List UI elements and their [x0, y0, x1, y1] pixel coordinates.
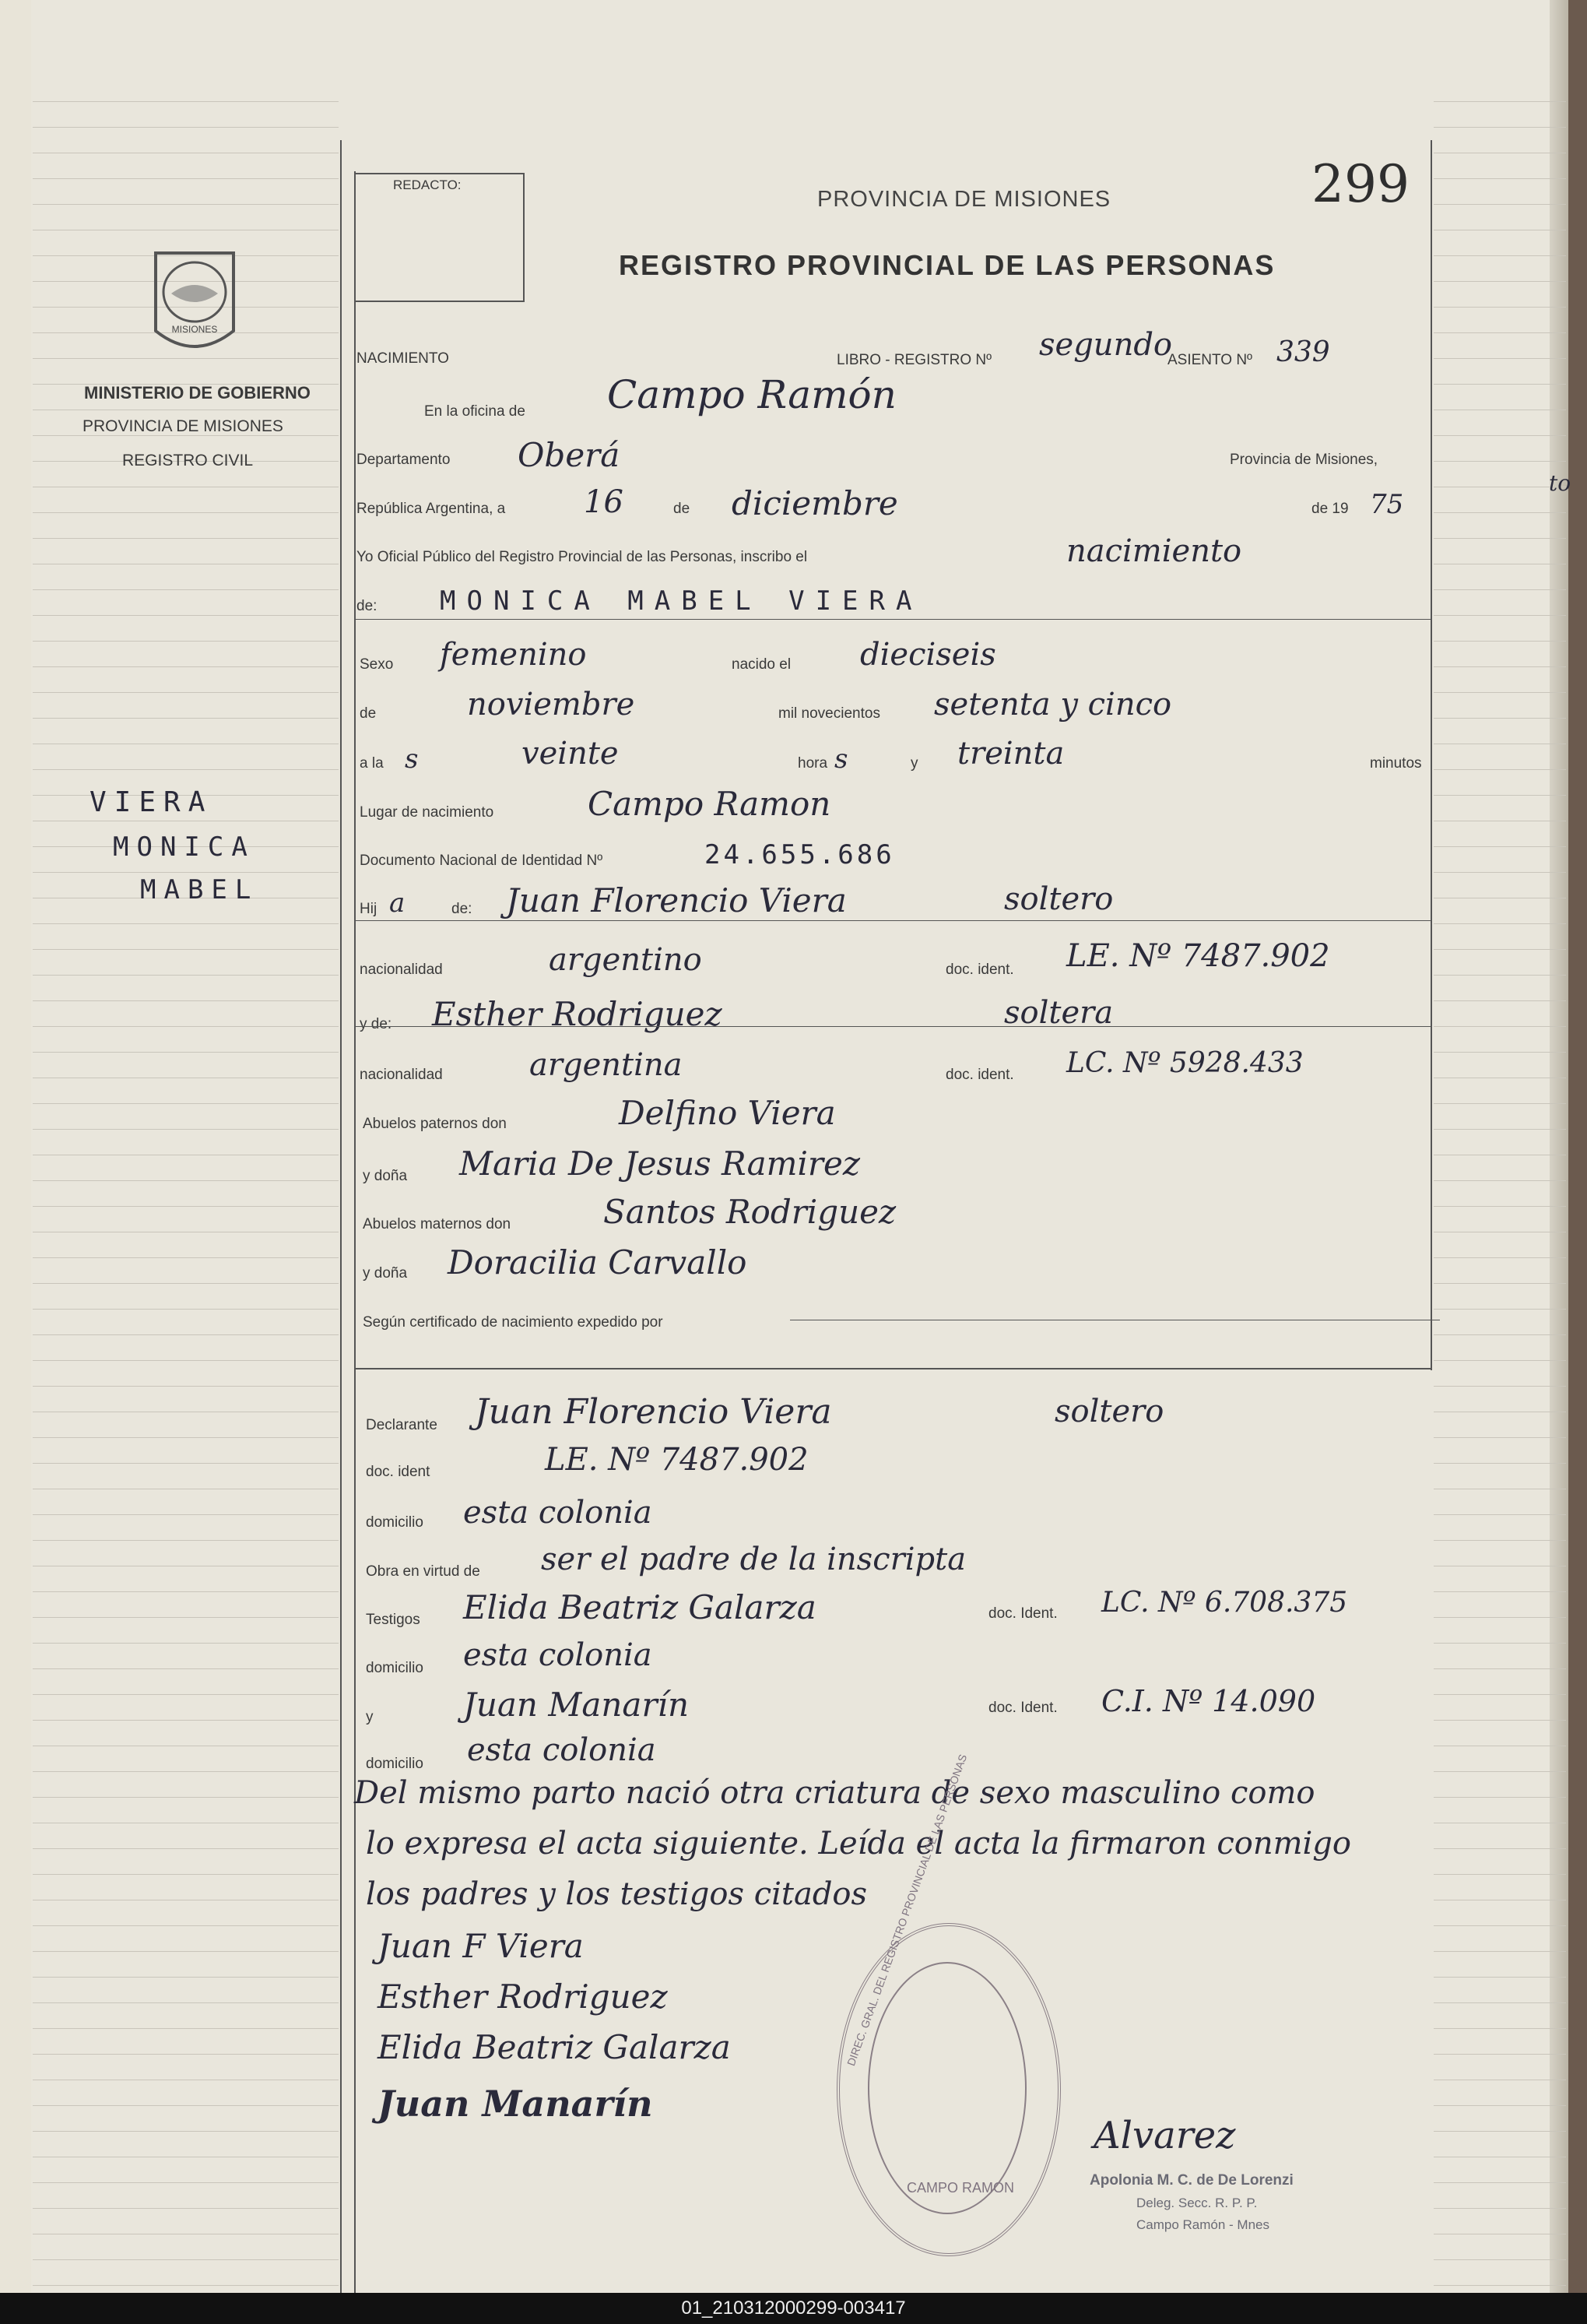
value-abuela-m: Doracilia Carvallo: [448, 1243, 747, 1282]
previous-page-edge: [0, 0, 33, 2293]
ruled-line: [33, 1771, 339, 1772]
value-testigo2: Juan Manarín: [463, 1686, 690, 1724]
label-y-de: y de:: [360, 1016, 392, 1032]
ruled-line: [1434, 692, 1566, 693]
ruled-line: [1434, 718, 1566, 719]
label-domicilio-declarante: domicilio: [366, 1514, 423, 1531]
ruled-line: [33, 1360, 339, 1361]
ruled-line: [33, 1257, 339, 1258]
ruled-line: [1434, 666, 1566, 667]
ruled-line: [33, 127, 339, 128]
ruled-line: [1434, 949, 1566, 950]
ruled-line: [33, 975, 339, 976]
label-nac-madre: nacionalidad: [360, 1067, 443, 1083]
ruled-line: [33, 641, 339, 642]
note-line-1: Del mismo parto nació otra criatura de sexo masculino como: [354, 1775, 1315, 1811]
ruled-line: [33, 2131, 339, 2132]
signature-4: Juan Manarín: [377, 2083, 653, 2125]
redacto-label: REDACTO:: [393, 178, 462, 192]
ruled-line: [33, 949, 339, 950]
name-underline: [354, 619, 1431, 620]
ruled-line: [1434, 1360, 1566, 1361]
value-mes: diciembre: [732, 484, 898, 522]
ruled-line: [1434, 307, 1566, 308]
label-minutos: minutos: [1370, 755, 1422, 772]
ruled-line: [1434, 641, 1566, 642]
file-caption: 01_210312000299-003417: [0, 2293, 1587, 2324]
page-edge-shadow: [1550, 0, 1568, 2293]
ruled-line: [33, 1103, 339, 1104]
label-abuelos-maternos: Abuelos maternos don: [363, 1216, 511, 1232]
label-abuelos-paternos: Abuelos paternos don: [363, 1116, 507, 1132]
frame-divider: [354, 1368, 1431, 1369]
ruled-line: [33, 2182, 339, 2183]
value-declarante-doc: LE. Nº 7487.902: [545, 1442, 809, 1478]
label-documento: Documento Nacional de Identidad Nº: [360, 853, 603, 869]
ruled-line: [33, 1694, 339, 1695]
ruled-line: [33, 1283, 339, 1284]
label-nacido: nacido el: [732, 656, 792, 673]
value-declarante: Juan Florencio Viera: [475, 1392, 832, 1432]
ruled-line: [33, 872, 339, 873]
label-de-nombre: de:: [356, 598, 377, 614]
ruled-line: [1434, 538, 1566, 539]
ruled-line: [33, 2054, 339, 2055]
ruled-line: [33, 923, 339, 924]
value-testigo2-doc: C.I. Nº 14.090: [1101, 1684, 1316, 1718]
ruled-line: [33, 1668, 339, 1669]
label-a-la: a la: [360, 755, 384, 772]
label-doc-padre: doc. ident.: [946, 962, 1014, 978]
ruled-line: [1434, 1257, 1566, 1258]
official-stamp-inner: [868, 1962, 1027, 2214]
value-madre-doc: LC. Nº 5928.433: [1066, 1047, 1304, 1079]
signature-2: Esther Rodriguez: [377, 1978, 668, 2016]
value-padre-estado: soltero: [1004, 881, 1114, 917]
margin-second-name: MABEL: [140, 874, 259, 905]
ruled-line: [1434, 255, 1566, 256]
ruled-line: [1434, 178, 1566, 179]
margin-first-name: MONICA: [113, 832, 255, 863]
ruled-line: [1434, 1925, 1566, 1926]
value-nacido-mes: noviembre: [467, 687, 635, 723]
value-testigo1: Elida Beatriz Galarza: [463, 1588, 816, 1626]
value-hora: veinte: [521, 736, 619, 772]
ministry-registry: REGISTRO CIVIL: [122, 452, 254, 469]
ruled-line: [1434, 358, 1566, 359]
value-testigo2-dom: esta colonia: [467, 1732, 656, 1768]
ruled-line: [1434, 1874, 1566, 1875]
ruled-line: [1434, 1643, 1566, 1644]
value-testigo1-dom: esta colonia: [463, 1637, 652, 1673]
frame-right-line: [1431, 140, 1432, 1370]
ruled-line: [1434, 846, 1566, 847]
label-domicilio-testigo2: domicilio: [366, 1756, 423, 1772]
value-lugar: Campo Ramon: [588, 785, 831, 823]
ruled-line: [1434, 384, 1566, 385]
ruled-line: [1434, 1668, 1566, 1669]
ruled-line: [33, 538, 339, 539]
ruled-line: [33, 1720, 339, 1721]
ruled-line: [1434, 1617, 1566, 1618]
ruled-line: [33, 1617, 339, 1618]
ruled-line: [1434, 975, 1566, 976]
ruled-line: [1434, 1848, 1566, 1849]
value-hijo-suffix: a: [389, 888, 406, 919]
stamp-ring-text: DIREC. GRAL. DEL REGISTRO PROVINCIAL DE LAS PERSONAS: [844, 1753, 970, 2068]
ministry-logo: [140, 245, 249, 362]
ruled-line: [33, 1026, 339, 1027]
svg-text:MISIONES: MISIONES: [171, 324, 218, 335]
value-declarante-estado: soltero: [1055, 1394, 1164, 1429]
label-libro: LIBRO - REGISTRO Nº: [837, 352, 992, 368]
ruled-line: [33, 1000, 339, 1001]
officer-name: Apolonia M. C. de De Lorenzi: [1090, 2172, 1294, 2189]
label-departamento: Departamento: [356, 452, 451, 468]
ruled-line: [1434, 1591, 1566, 1592]
ruled-line: [33, 1463, 339, 1464]
madre-underline: [354, 1026, 1431, 1027]
value-oficina: Campo Ramón: [607, 372, 897, 417]
ruled-line: [1434, 795, 1566, 796]
frame-inner-line: [354, 171, 356, 2293]
label-horas: hora: [798, 755, 828, 772]
province-heading: PROVINCIA DE MISIONES: [817, 187, 1111, 212]
ruled-line: [1434, 1437, 1566, 1438]
registry-title: REGISTRO PROVINCIAL DE LAS PERSONAS: [619, 249, 1276, 281]
ministry-province: PROVINCIA DE MISIONES: [83, 417, 283, 435]
ruled-line: [33, 718, 339, 719]
value-declarante-dom: esta colonia: [463, 1495, 652, 1531]
label-sexo: Sexo: [360, 656, 394, 673]
ruled-line: [1434, 2054, 1566, 2055]
value-madre-nac: argentina: [529, 1047, 683, 1083]
ruled-line: [33, 1591, 339, 1592]
stamp-center-text: CAMPO RAMON: [907, 2180, 1015, 2196]
ruled-line: [33, 1129, 339, 1130]
ruled-line: [1434, 769, 1566, 770]
label-lugar: Lugar de nacimiento: [360, 804, 494, 821]
label-segun: Según certificado de nacimiento expedido por: [363, 1314, 663, 1331]
ruled-line: [33, 1797, 339, 1798]
ruled-line: [1434, 1206, 1566, 1207]
ruled-line: [33, 512, 339, 513]
value-padre: Juan Florencio Viera: [506, 881, 847, 919]
ministry-name: MINISTERIO DE GOBIERNO: [84, 383, 311, 403]
ruled-line: [1434, 1309, 1566, 1310]
ruled-line: [33, 1052, 339, 1053]
value-madre: Esther Rodriguez: [432, 995, 722, 1033]
ruled-line: [1434, 1797, 1566, 1798]
label-y-dona-p: y doña: [363, 1168, 408, 1184]
ruled-line: [1434, 461, 1566, 462]
value-anio: 75: [1370, 489, 1404, 520]
ruled-line: [33, 2285, 339, 2286]
act-number: 299: [1311, 154, 1410, 214]
ruled-line: [1434, 2105, 1566, 2106]
value-nombre: MONICA MABEL VIERA: [440, 585, 923, 617]
label-de-mes: de: [673, 501, 690, 517]
ruled-line: [33, 1874, 339, 1875]
label-doc-declarante: doc. ident: [366, 1464, 430, 1480]
officer-signature: Alvarez: [1094, 2114, 1236, 2157]
ruled-line: [1434, 1000, 1566, 1001]
ruled-line: [1434, 1463, 1566, 1464]
ruled-line: [33, 1514, 339, 1515]
ruled-line: [33, 204, 339, 205]
label-doc-madre: doc. ident.: [946, 1067, 1014, 1083]
frame-left-line: [340, 140, 342, 2293]
ruled-line: [33, 101, 339, 102]
value-hora-suffix: s: [834, 744, 848, 775]
ruled-line: [33, 2208, 339, 2209]
ruled-line: [33, 1643, 339, 1644]
ruled-line: [33, 692, 339, 693]
ruled-line: [1434, 2259, 1566, 2260]
ruled-line: [1434, 2182, 1566, 2183]
value-acto: nacimiento: [1066, 533, 1242, 569]
note-line-3: los padres y los testigos citados: [366, 1876, 868, 1912]
label-doc-testigo1: doc. Ident.: [988, 1605, 1058, 1622]
ruled-line: [1434, 2285, 1566, 2286]
ruled-line: [1434, 204, 1566, 205]
ruled-line: [33, 1206, 339, 1207]
label-de-nacido-mes: de: [360, 705, 377, 722]
value-abuelo-p: Delfino Viera: [619, 1094, 836, 1132]
label-hijo-de: de:: [451, 901, 472, 917]
ruled-line: [1434, 512, 1566, 513]
ruled-line: [1434, 1720, 1566, 1721]
label-testigos: Testigos: [366, 1612, 420, 1628]
ruled-line: [33, 2259, 339, 2260]
value-nacido-anio: setenta y cinco: [934, 687, 1172, 723]
ruled-line: [33, 666, 339, 667]
ruled-line: [1434, 1180, 1566, 1181]
ruled-line: [1434, 1129, 1566, 1130]
ruled-line: [33, 1437, 339, 1438]
label-oficina: En la oficina de: [424, 403, 525, 420]
ruled-line: [1434, 1951, 1566, 1952]
ruled-line: [1434, 1386, 1566, 1387]
officer-title: Deleg. Secc. R. P. P.: [1136, 2196, 1258, 2210]
value-testigo1-doc: LC. Nº 6.708.375: [1101, 1587, 1348, 1619]
ruled-line: [33, 615, 339, 616]
value-madre-estado: soltera: [1004, 995, 1114, 1031]
ruled-line: [33, 1848, 339, 1849]
ruled-line: [33, 1180, 339, 1181]
label-hijo-prefix: Hij: [360, 901, 377, 917]
right-edge-note: to: [1549, 470, 1571, 496]
label-obra: Obra en virtud de: [366, 1563, 480, 1580]
ruled-line: [33, 1951, 339, 1952]
ruled-line: [1434, 1540, 1566, 1541]
ruled-line: [1434, 1283, 1566, 1284]
label-republica: República Argentina, a: [356, 501, 506, 517]
ruled-line: [1434, 1694, 1566, 1695]
value-dni: 24.655.686: [704, 839, 895, 870]
ruled-line: [33, 2028, 339, 2029]
ruled-line: [33, 589, 339, 590]
label-y-testigo2: y: [366, 1709, 374, 1725]
ruled-line: [1434, 2028, 1566, 2029]
label-doc-testigo2: doc. Ident.: [988, 1700, 1058, 1716]
label-declarante: Declarante: [366, 1417, 437, 1433]
padre-underline: [354, 920, 1431, 921]
value-obra: ser el padre de la inscripta: [541, 1542, 967, 1577]
margin-surname: VIERA: [90, 786, 213, 818]
ruled-line: [33, 1386, 339, 1387]
value-abuelo-m: Santos Rodriguez: [603, 1193, 897, 1231]
ruled-line: [1434, 127, 1566, 128]
officer-place: Campo Ramón - Mnes: [1136, 2217, 1270, 2232]
ruled-line: [1434, 923, 1566, 924]
ruled-line: [1434, 1514, 1566, 1515]
value-sexo: femenino: [440, 637, 587, 673]
ruled-line: [33, 178, 339, 179]
ruled-line: [33, 2002, 339, 2003]
ruled-line: [1434, 1977, 1566, 1978]
ruled-line: [1434, 1103, 1566, 1104]
ruled-line: [1434, 615, 1566, 616]
label-mil: mil novecientos: [778, 705, 880, 722]
value-minutos: treinta: [957, 736, 1065, 772]
ruled-line: [1434, 101, 1566, 102]
ruled-line: [1434, 1052, 1566, 1053]
ruled-line: [1434, 1771, 1566, 1772]
ruled-line: [33, 2105, 339, 2106]
label-provincia: Provincia de Misiones,: [1230, 452, 1378, 468]
ruled-line: [33, 1925, 339, 1926]
label-y-dona-m: y doña: [363, 1265, 408, 1282]
ruled-line: [1434, 872, 1566, 873]
label-de-anio: de 19: [1311, 501, 1349, 517]
value-asiento: 339: [1276, 336, 1330, 368]
value-libro: segundo: [1039, 327, 1173, 363]
note-line-2: lo expresa el acta siguiente. Leída el acta la firmaron conmigo: [366, 1826, 1351, 1862]
ruled-line: [1434, 1334, 1566, 1335]
value-padre-nac: argentino: [549, 942, 702, 978]
value-departamento: Oberá: [518, 436, 620, 474]
label-nac-padre: nacionalidad: [360, 962, 443, 978]
ruled-line: [33, 769, 339, 770]
ruled-line: [1434, 2131, 1566, 2132]
value-padre-doc: LE. Nº 7487.902: [1066, 938, 1330, 974]
signature-1: Juan F Viera: [377, 1927, 584, 1965]
value-abuela-p: Maria De Jesus Ramirez: [459, 1144, 860, 1183]
signature-3: Elida Beatriz Galarza: [377, 2028, 731, 2066]
value-hora-s: s: [405, 744, 419, 775]
label-y-min: y: [911, 755, 918, 772]
ruled-line: [1434, 281, 1566, 282]
ruled-line: [1434, 332, 1566, 333]
value-nacido-dia: dieciseis: [860, 637, 996, 673]
ruled-line: [1434, 2002, 1566, 2003]
ruled-line: [1434, 2208, 1566, 2209]
ruled-line: [33, 1540, 339, 1541]
label-oficial: Yo Oficial Público del Registro Provincial de las Personas, inscribo el: [356, 549, 808, 565]
label-nacimiento: NACIMIENTO: [356, 350, 449, 367]
ruled-line: [1434, 589, 1566, 590]
ruled-line: [33, 1309, 339, 1310]
ruled-line: [1434, 435, 1566, 436]
value-dia: 16: [584, 484, 623, 520]
ruled-line: [1434, 1026, 1566, 1027]
ruled-line: [33, 1334, 339, 1335]
label-asiento: ASIENTO Nº: [1167, 352, 1252, 368]
label-domicilio-testigo1: domicilio: [366, 1660, 423, 1676]
ruled-line: [33, 1977, 339, 1978]
